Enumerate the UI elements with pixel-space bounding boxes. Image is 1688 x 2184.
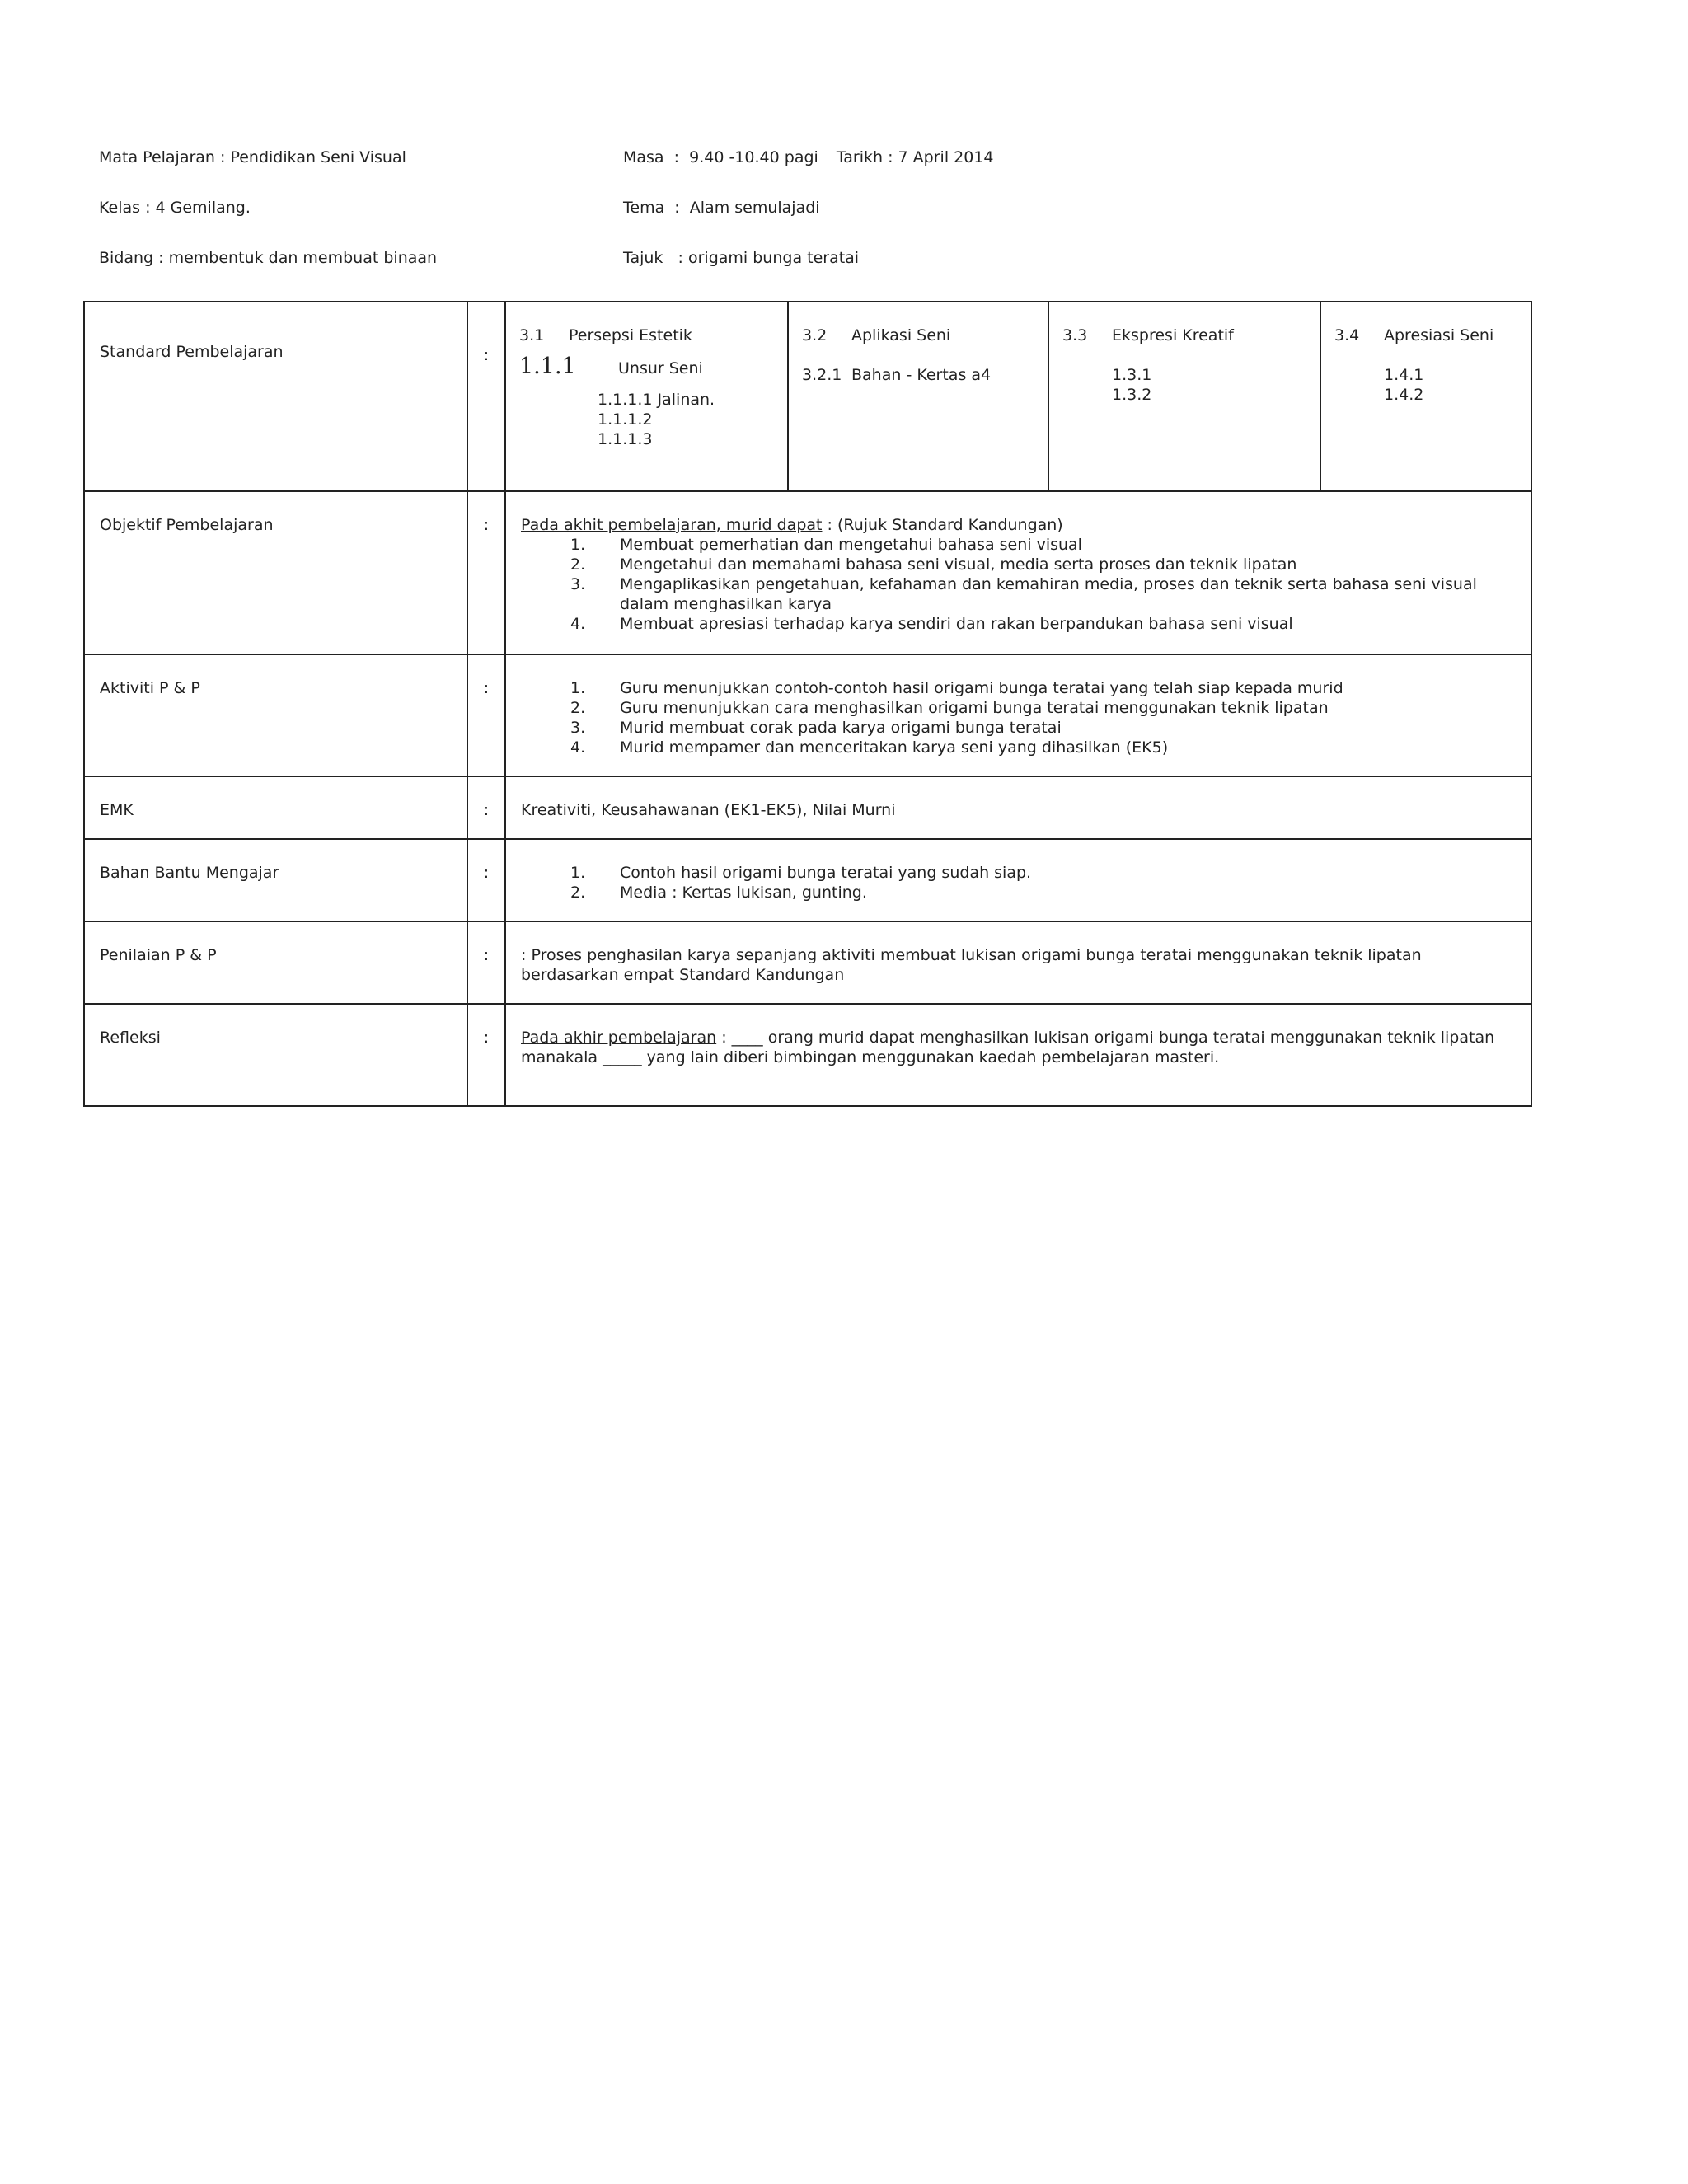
list-item: 3. Murid membuat corak pada karya origami bunga teratai <box>570 719 1062 737</box>
row-colon: : <box>467 491 505 654</box>
row-label: Objektif Pembelajaran <box>84 491 467 654</box>
list-item: 1. Membuat pemerhatian dan mengetahui bahasa seni visual <box>570 536 1082 554</box>
row-colon: : <box>467 921 505 1004</box>
standard-col-1: 3.1 Persepsi Estetik 1.1.1 Unsur Seni 1.1.1.1 Jalinan. 1.1.1.2 1.1.1.3 <box>506 302 789 490</box>
standard-item: 1.3.2 <box>1112 386 1152 404</box>
standard-row <box>84 302 1531 491</box>
reflection-row <box>84 1004 1531 1106</box>
materials-row <box>84 839 1531 921</box>
row-label: Penilaian P & P <box>84 921 467 1004</box>
assessment-row <box>84 921 1531 1004</box>
row-label: EMK <box>84 776 467 839</box>
standard-item: 1.1.1.1 Jalinan. <box>598 391 715 409</box>
list-item: 2. Mengetahui dan memahami bahasa seni visual, media serta proses dan teknik lipatan <box>570 555 1297 574</box>
theme-field: Tema : Alam semulajadi <box>623 199 820 217</box>
date-field: Tarikh : 7 April 2014 <box>836 148 994 166</box>
list-item: 3. Mengaplikasikan pengetahuan, kefahaman dan kemahiran media, proses dan teknik serta bahasa seni visual dalam menghasilkan karya <box>570 575 1477 613</box>
activity-list <box>521 678 1516 757</box>
topic-field: Tajuk : origami bunga teratai <box>623 249 860 267</box>
row-colon: : <box>467 654 505 776</box>
row-colon: : <box>467 776 505 839</box>
activity-row <box>84 654 1531 776</box>
standard-item: 1.4.2 <box>1384 386 1424 404</box>
objective-list <box>521 535 1516 634</box>
list-item: 4. Murid mempamer dan menceritakan karya seni yang dihasilkan (EK5) <box>570 738 1169 757</box>
standard-item: 1.1.1.3 <box>598 430 653 448</box>
standard-col-2: 3.2 Aplikasi Seni 3.2.1 Bahan - Kertas a4 <box>789 302 1049 490</box>
standard-col-3: 3.3 Ekspresi Kreatif 1.3.1 1.3.2 <box>1049 302 1321 490</box>
list-item: 2. Guru menunjukkan cara menghasilkan origami bunga teratai menggunakan teknik lipatan <box>570 699 1329 717</box>
row-colon: : <box>467 839 505 921</box>
materials-list <box>521 863 1516 902</box>
lesson-header <box>99 148 1517 299</box>
row-colon: : <box>467 302 505 491</box>
class-field: Kelas : 4 Gemilang. <box>99 199 251 217</box>
list-item: 1. Contoh hasil origami bunga teratai yang sudah siap. <box>570 864 1032 882</box>
lesson-plan-table <box>83 301 1532 1107</box>
emk-row <box>84 776 1531 839</box>
assessment-text: : Proses penghasilan karya sepanjang aktiviti membuat lukisan origami bunga teratai menggunakan teknik lipatan berdasarkan empat Standard Kandungan <box>505 921 1531 1004</box>
row-label: Bahan Bantu Mengajar <box>84 839 467 921</box>
standard-col-4: 3.4 Apresiasi Seni 1.4.1 1.4.2 <box>1321 302 1531 490</box>
standard-grid <box>506 302 1531 490</box>
reflection-text: Pada akhir pembelajaran : ____ orang murid dapat menghasilkan lukisan origami bunga teratai menggunakan teknik lipatan manakala _____ yang lain diberi bimbingan menggunakan kaedah pembelajaran masteri. <box>505 1004 1531 1106</box>
list-item: 4. Membuat apresiasi terhadap karya sendiri dan rakan berpandukan bahasa seni visual <box>570 615 1293 633</box>
subject-field: Mata Pelajaran : Pendidikan Seni Visual <box>99 148 406 166</box>
standard-item: 1.4.1 <box>1384 366 1424 384</box>
objective-row <box>84 491 1531 654</box>
list-item: 2. Media : Kertas lukisan, gunting. <box>570 883 867 902</box>
row-label: Aktiviti P & P <box>84 654 467 776</box>
list-item: 1. Guru menunjukkan contoh-contoh hasil origami bunga teratai yang telah siap kepada murid <box>570 679 1343 697</box>
time-field: Masa : 9.40 -10.40 pagi <box>623 148 818 166</box>
objective-intro: Pada akhit pembelajaran, murid dapat : (Rujuk Standard Kandungan) <box>521 516 1063 534</box>
standard-item: 1.1.1.2 <box>598 410 653 429</box>
row-label: Refleksi <box>84 1004 467 1106</box>
row-colon: : <box>467 1004 505 1106</box>
row-label: Standard Pembelajaran <box>84 302 467 491</box>
standard-item: 1.3.1 <box>1112 366 1152 384</box>
emk-text: Kreativiti, Keusahawanan (EK1-EK5), Nilai Murni <box>505 776 1531 839</box>
field-field: Bidang : membentuk dan membuat binaan <box>99 249 438 267</box>
